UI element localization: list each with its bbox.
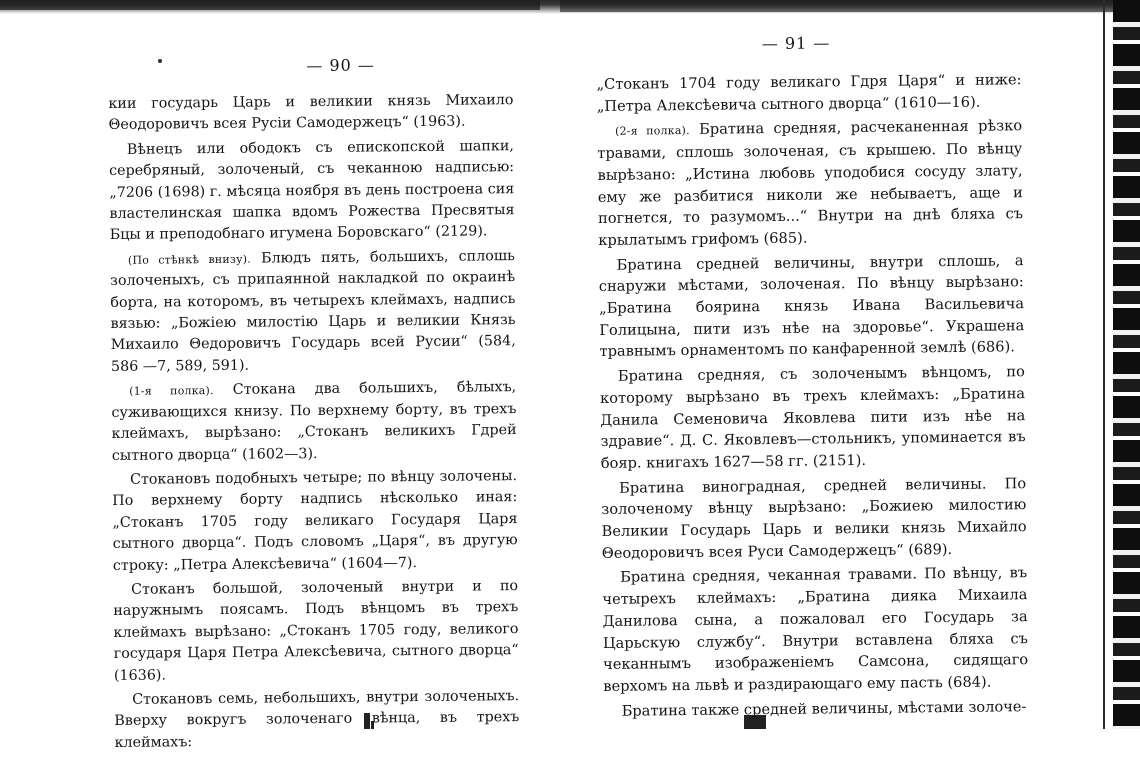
paragraph [114,686,520,754]
paragraph [600,361,1026,474]
scan-right-edge [1113,0,1140,729]
paragraph-text: „Стоканъ 1704 году великаго Гдря Царя“ и ниже: „Петра Алексѣевича сытного дворца“ (1610—16). [596,71,1022,115]
shelf-label: (По стѣнкѣ внизу). [127,252,252,267]
paragraph-text: Братина виноградная, средней величины. По золоченому вѣнцу вырѣзано: „Божиею милостию Великии Государь Царь и велики князь Михайло Θеодоровичъ всея Руси Самодержецъ“ (689). [601,474,1027,562]
page-edge-line [1103,0,1105,729]
page-body [108,90,519,754]
paragraph-text: Стоканъ большой, золоченый внутри и по наружнымъ поясамъ. Подъ вѣнцомъ въ трехъ клеймахъ вырѣзано: „Стоканъ 1705 году, великого государя Царя Петра Алексѣевича, сытного дворца“ (1636). [113,578,519,684]
paragraph [604,696,1029,723]
paragraph-text: Блюдъ пять, большихъ, сплошь золоченыхъ, съ припаянной накладкой по окраинѣ борта, на которомъ, въ четырехъ клеймахъ, надпись вязью: „Божiею милостiю Царь и великии Князь Михаило Θедоровичъ Государь всей Русии“ (584, 586 —7, 589, 591). [110,247,516,375]
paragraph-text: Братина средняя, расчеканенная рѣзко травами, сплошь золоченая, съ крышею. По вѣнцу вырѣзано: „Истина любовь уподобися сосуду злату, ему же разбитися николи же небываетъ, аще и погнется, то разумомъ...“ Внутри на днѣ бляха съ крылатымъ грифомъ (685). [597,117,1024,249]
page-number: — 90 — [306,55,375,76]
paragraph [108,90,513,137]
paragraph-text: кии государь Царь и великии князь Михаило Θеодоровичъ всея Русiи Самодержецъ“ (1963). [108,92,514,134]
paragraph [596,69,1021,117]
paragraph-text: Братина средняя, чеканная травами. По вѣнцу, въ четырехъ клеймахъ: „Братина дияка Михаила Данилова сына, а пожаловал его Государь за Царьскую службу“. Внутри вставлена бляха съ чеканнымъ изображенiемъ Самсона, сидящаго верхомъ на львѣ и раздирающаго ему пасть (684). [602,564,1029,695]
paragraph [111,377,517,467]
paragraph-text: Вѣнецъ или ободокъ съ епископской шапки, серебряный, золоченый, съ чеканною надписью: „7206 (1698) г. мѣсяца ноября въ день построена сия властелинская шапка вдомъ Рожества Пресвятыя Бцы и преподобнаго игумена Боровскаго“ (2129). [109,137,515,244]
paragraph-text: Братина также средней величины, мѣстами золоче- [621,697,1027,720]
paragraph [110,246,516,378]
paragraph-text: Братина средняя, съ золоченымъ вѣнцомъ, по которому вырѣзано въ трехъ клеймахъ: „Братина Данила Семеновича Яковлева пити изъ нѣе на здравие“. Д. С. Яковлевъ—стольникъ, упоминается въ бояр. книгахъ 1627—58 гг. (2151). [600,363,1026,472]
paragraph [113,576,519,687]
paragraph [601,473,1027,565]
page-number: — 91 — [761,33,831,54]
shelf-label: (1-я полка). [129,384,214,399]
paragraph [109,136,515,247]
shelf-label: (2-я полка). [615,124,690,139]
paragraph [602,563,1028,698]
scan-top-shadow-right [560,0,1140,12]
paragraph-text: Братина средней величины, внутри сплошь, а снаружи мѣстами, золоченая. По вѣнцу вырѣзано: „Братина боярина князь Ивана Васильевича Голицына, пити изъ нѣе на здоровье“. Украшена травнымъ орнаментомъ по канфаренной землѣ (686). [598,251,1025,361]
paragraph [597,116,1023,252]
paragraph [112,466,518,577]
paragraph-text: Стокановъ подобныхъ четыре; по вѣнцу золочены. По верхнему борту надпись нѣсколько иная: „Стоканъ 1705 году великаго Государя Царя сытного дворца“. Подъ словомъ „Царя“, въ другую строку: „Петра Алексѣевича“ (1604—7). [112,467,518,574]
paragraph [598,250,1024,363]
right-page [596,31,1029,725]
left-page [108,54,520,757]
page-body [596,69,1028,722]
paragraph-text: Стокановъ семь, небольшихъ, внутри золоченыхъ. Вверху вокругъ золоченаго вѣнца, въ трехъ клеймахъ: [114,688,520,751]
paragraph-text: Стокана два большихъ, бѣлыхъ, суживающихся книзу. По верхнему борту, въ трехъ клеймахъ, вырѣзано: „Стоканъ великихъ Гдрей сытного дворца“ (1602—3). [111,379,517,464]
scan-top-shadow-left [0,0,540,10]
